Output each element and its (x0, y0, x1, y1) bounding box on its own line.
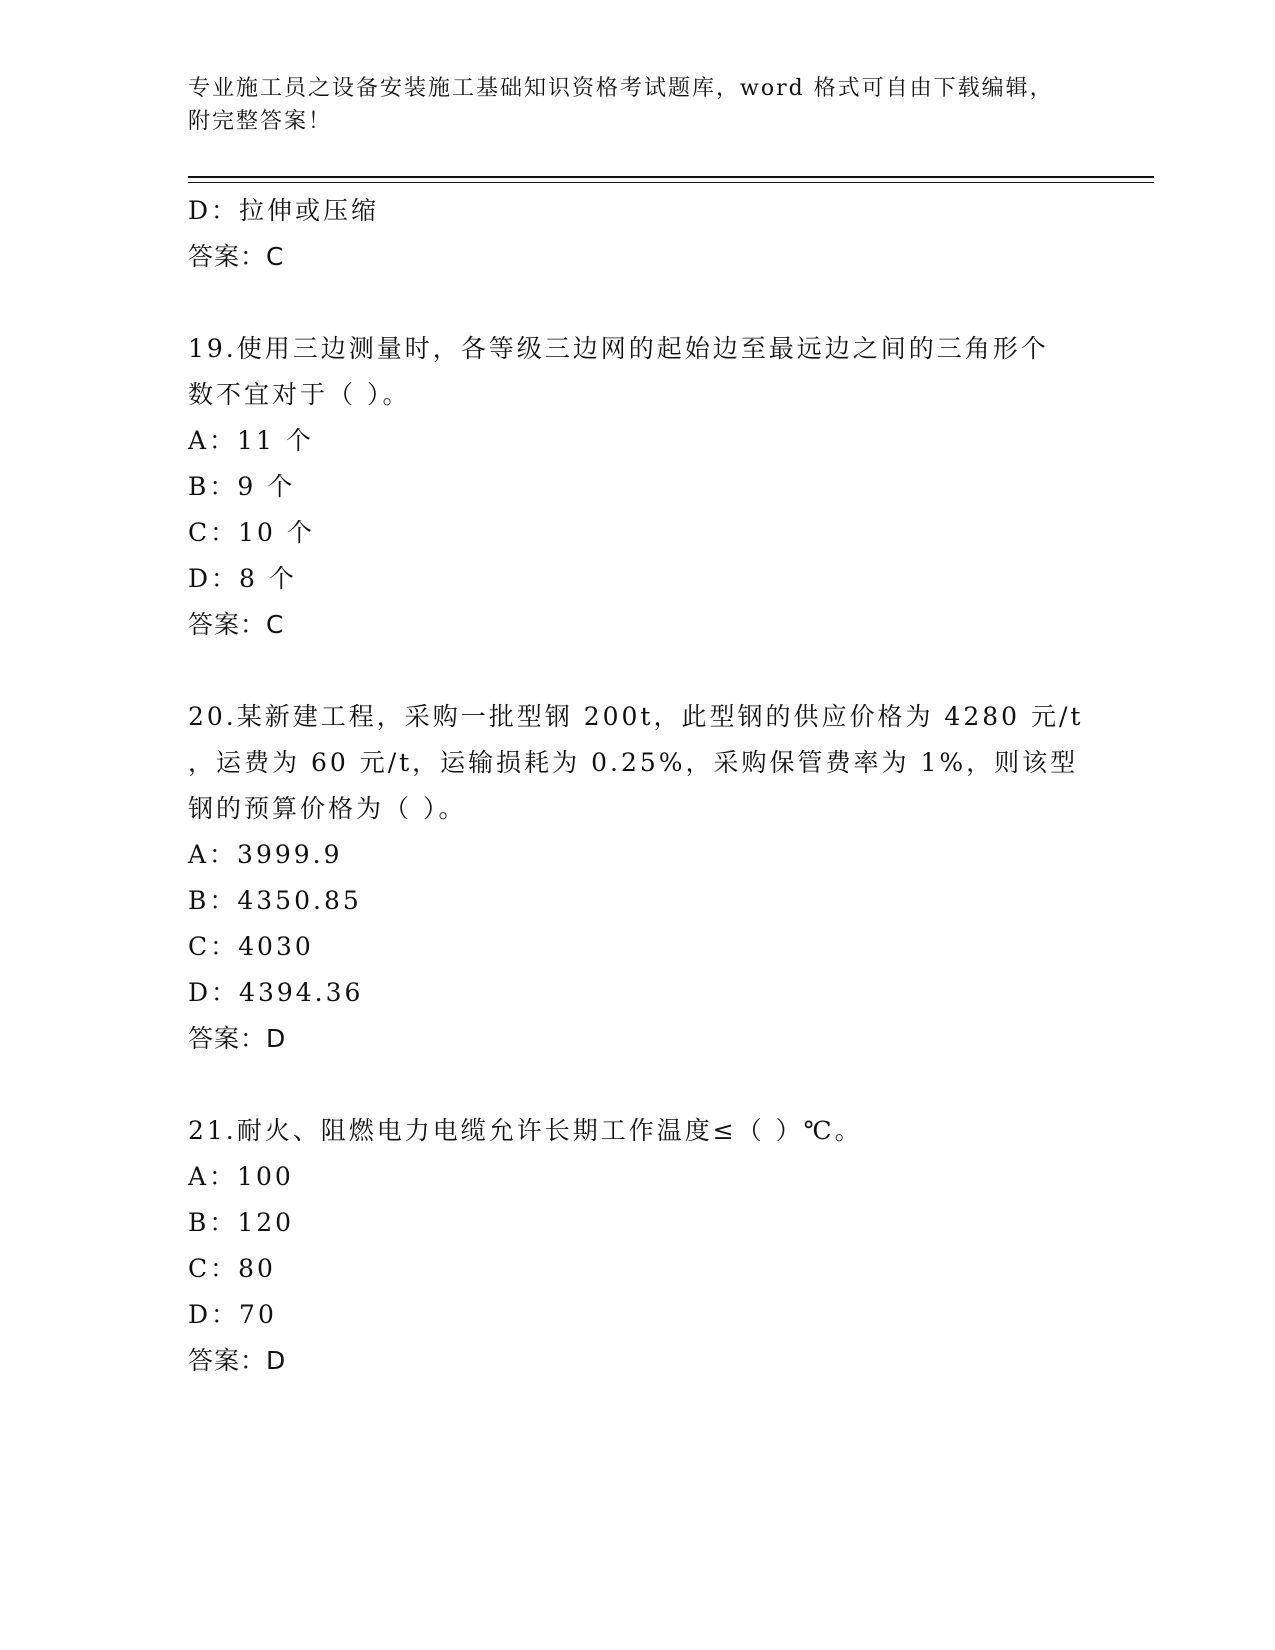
question-20 (188, 694, 1088, 1062)
option-d: D：4394.36 (188, 978, 364, 1007)
spacer (188, 1062, 1088, 1108)
answer-line: 答案：D (188, 1024, 287, 1053)
header-divider-thin (188, 182, 1154, 183)
question-stem-line: 19.使用三边测量时，各等级三边网的起始边至最远边之间的三角形个 (188, 334, 1049, 363)
question-stem-line: 21.耐火、阻燃电力电缆允许长期工作温度≤（ ）℃。 (188, 1116, 863, 1145)
previous-question-tail (188, 188, 1088, 280)
header-divider-thick (188, 176, 1154, 178)
question-21 (188, 1108, 1088, 1384)
option-d: D：8 个 (188, 564, 297, 593)
option-b: B：120 (188, 1208, 295, 1237)
question-stem-line: 钢的预算价格为（ ）。 (188, 794, 467, 823)
answer-line: 答案：C (188, 242, 285, 271)
spacer (188, 648, 1088, 694)
document-body (188, 188, 1088, 1384)
question-19 (188, 326, 1088, 648)
answer-line: 答案：D (188, 1346, 287, 1375)
option-c: C：80 (188, 1254, 276, 1283)
option-d: D：拉伸或压缩 (188, 196, 380, 225)
question-stem-line: 20.某新建工程，采购一批型钢 200t，此型钢的供应价格为 4280 元/t (188, 702, 1084, 731)
header-line-1: 专业施工员之设备安装施工基础知识资格考试题库，word 格式可自由下载编辑， (188, 76, 1054, 101)
spacer (188, 280, 1088, 326)
answer-line: 答案：C (188, 610, 285, 639)
option-a: A：3999.9 (188, 840, 343, 869)
question-stem-line: ，运费为 60 元/t，运输损耗为 0.25%，采购保管费率为 1%，则该型 (188, 748, 1079, 777)
option-d: D：70 (188, 1300, 277, 1329)
question-stem-line: 数不宜对于（ ）。 (188, 380, 411, 409)
option-c: C：10 个 (188, 518, 315, 547)
option-c: C：4030 (188, 932, 314, 961)
option-b: B：4350.85 (188, 886, 362, 915)
option-a: A：100 (188, 1162, 294, 1191)
option-b: B：9 个 (188, 472, 296, 501)
document-header (188, 72, 1068, 138)
header-line-2: 附完整答案！ (188, 109, 333, 134)
option-a: A：11 个 (188, 426, 314, 455)
